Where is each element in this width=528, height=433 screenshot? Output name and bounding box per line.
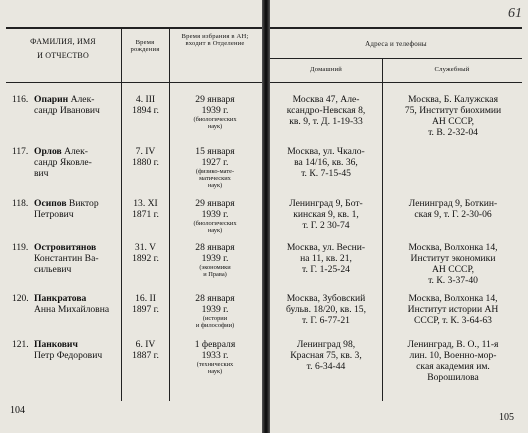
election-date: 29 января 1939 г. (биологических наук) [193,94,237,130]
work-address: Ленинград 9, Боткин- ская 9, т. Г. 2-30-06 [408,198,498,220]
birth-date: 4. III 1894 г. [132,94,159,116]
handwritten-page-mark: 61 [508,6,522,21]
birth-date: 13. XI 1871 г. [132,198,159,220]
home-address: Ленинград 9, Бот- кинская 9, кв. 1, т. Г. 2 30-74 [289,198,363,231]
birth-date: 31. V 1892 г. [132,242,159,264]
work-address: Ленинград, В. О., 11-я лин. 10, Военно-мор- ская академия им. Ворошилова [407,339,499,383]
home-address: Москва 47, Але- ксандро-Невская 8, кв. 9, т. Д. 1-19-33 [286,94,366,127]
header-home: Домашний [310,66,342,73]
book-gutter [262,0,270,433]
election-date: 1 февраля 1933 г. (технических наук) [194,339,236,375]
header-elected: Время избрания в АН; входит в Отделение [181,33,249,47]
header-bottom-rule [270,82,522,83]
row-number: 116. [12,95,29,105]
person-name: Опарин Алек- сандр Иванович [34,94,100,116]
header-addresses: Адреса и телефоны [365,40,427,48]
person-name: Орлов Алек- сандр Яковле- вич [34,146,92,179]
row-number: 118. [12,199,29,209]
election-date: 28 января 1939 г. (экономики и Права) [195,242,235,278]
election-date: 15 января 1927 г. (физико-мате- матических наук) [195,146,235,189]
election-date: 28 января 1939 г. (истории и философии) [195,293,235,329]
header-work: Служебный [434,66,470,73]
row-number: 120. [12,294,29,304]
row-number: 121. [12,340,29,350]
home-address: Москва, Зубовский бульв. 18/20, кв. 15, т. Г. 6-77-21 [285,293,366,326]
work-address: Москва, Волхонка 14, Институт истории АН СССР, т. К. 3-64-63 [407,293,499,326]
header-mid-rule [270,58,522,59]
header-top-rule [270,27,522,29]
person-name: Панкратова Анна Михайловна [34,293,110,315]
birth-date: 6. IV 1887 г. [132,339,159,361]
page-number-right: 105 [499,412,514,423]
home-address: Москва, ул. Весни- на 11, кв. 21, т. Г. 1-25-24 [286,242,366,275]
page-number-left: 104 [10,405,25,416]
row-number: 117. [12,147,29,157]
header-top-rule [6,27,262,29]
person-name: Осипов Виктор Петрович [34,198,99,220]
person-name: Панкович Петр Федорович [34,339,103,361]
birth-date: 16. II 1897 г. [132,293,159,315]
work-address: Москва, Волхонка 14, Институт экономики АН СССР, т. К. 3-37-40 [408,242,498,286]
election-date: 29 января 1939 г. (биологических наук) [193,198,237,234]
birth-date: 7. IV 1880 г. [132,146,159,168]
header-surname: ФАМИЛИЯ, ИМЯ И ОТЧЕСТВО [30,37,96,61]
row-number: 119. [12,243,29,253]
header-bottom-rule [6,82,262,83]
left-page [0,0,262,433]
home-address: Москва, ул. Чкало- ва 14/16, кв. 36, т. К. 7-15-45 [287,146,365,179]
work-address: Москва, Б. Калужская 75, Институт биохимии АН СССР, т. В. 2-32-04 [404,94,502,138]
header-birth: Время рождения [130,39,160,53]
right-page [270,0,528,433]
home-address: Ленинград 98, Красная 75, кв. 3, т. 6-34-44 [290,339,362,372]
person-name: Островитянов Константин Ва- сильевич [34,242,99,275]
